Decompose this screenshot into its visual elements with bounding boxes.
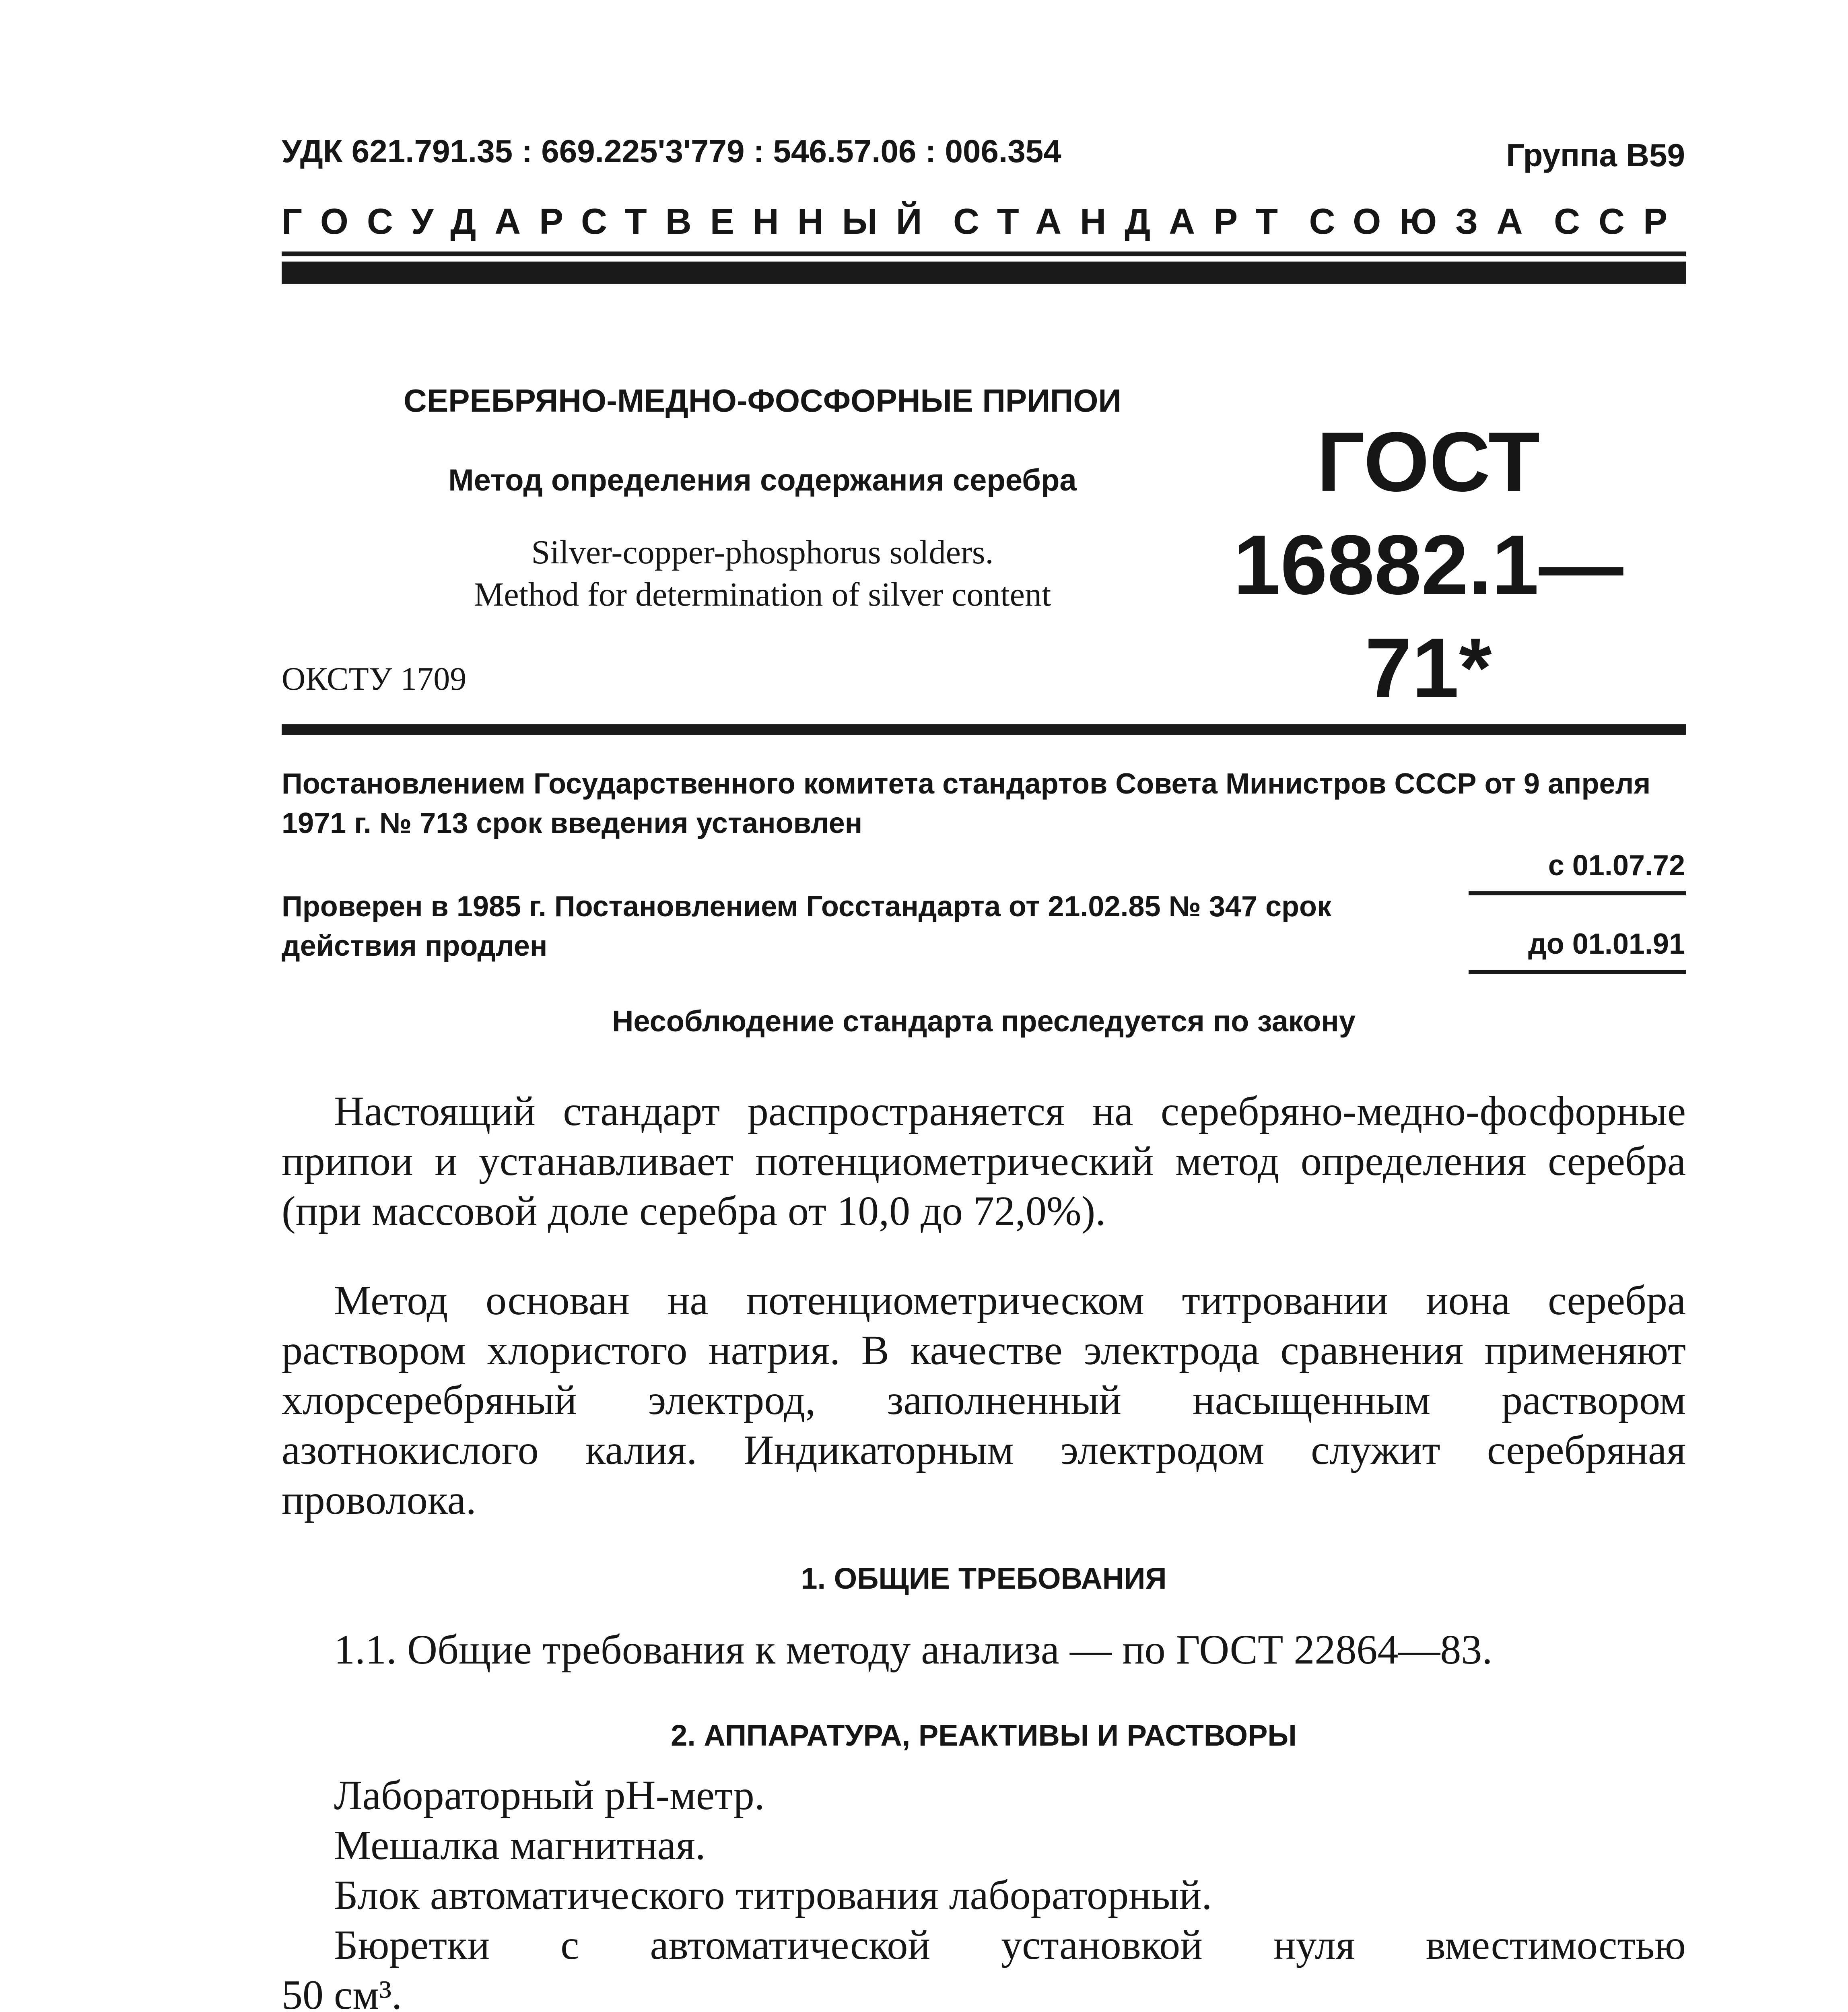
effective-date: с 01.07.72	[1548, 849, 1685, 882]
legal-warning: Несоблюдение стандарта преследуется по закону	[612, 1004, 1356, 1038]
expiry-date-underline	[1469, 970, 1686, 974]
top-rule-thin	[282, 252, 1686, 256]
heading-word-3: СОЮЗА	[1309, 202, 1541, 242]
top-rule-thick	[282, 262, 1686, 284]
english-title-line-1: Silver-copper-phosphorus solders.	[531, 534, 994, 571]
expiry-date: до 01.01.91	[1528, 928, 1685, 960]
heading-word-2: СТАНДАРТ	[953, 202, 1296, 242]
english-title-line-2: Method for determination of silver content	[474, 576, 1051, 613]
gost-label: ГОСТ	[1316, 414, 1540, 509]
equipment-list	[282, 1771, 1686, 2012]
mid-rule	[282, 724, 1686, 735]
group-code: Группа В59	[1506, 137, 1685, 173]
decree-text: Постановлением Государственного комитета стандартов Совета Министров СССР от 9 апреля 1971 г. № 713 срок введения установлен	[282, 768, 1651, 839]
list-item: Блок автоматического титрования лабораторный.	[334, 1872, 1212, 1918]
list-item: Бюретки с автоматической установкой нуля вместимостью	[334, 1922, 1686, 1968]
section-1-heading: 1. ОБЩИЕ ТРЕБОВАНИЯ	[801, 1562, 1167, 1595]
intro-paragraph-2: Метод основан на потенциометрическом титровании иона серебра раствором хлористого натрия. В качестве электрода сравнения применяют хлорсеребряный электрод, заполненный насыщенным раствором азотнокислого калия. Индикаторным электродом служит серебряная проволока.	[282, 1277, 1686, 1523]
gost-number	[1215, 410, 1642, 720]
effective-date-underline	[1469, 891, 1686, 895]
gost-code: 16882.1—71*	[1233, 517, 1623, 715]
document-title: СЕРЕБРЯНО-МЕДНО-ФОСФОРНЫЕ ПРИПОИ	[404, 383, 1121, 418]
section-1-item: 1.1. Общие требования к методу анализа — по ГОСТ 22864—83.	[334, 1627, 1493, 1673]
review-text: Проверен в 1985 г. Постановлением Госстандарта от 21.02.85 № 347 срок действия продлен	[282, 891, 1332, 962]
heading-word-4: ССР	[1553, 202, 1686, 242]
heading-word-1: ГОСУДАРСТВЕННЫЙ	[282, 202, 941, 242]
list-item-continuation: 50 см³.	[282, 1972, 402, 2012]
intro-paragraph-1: Настоящий стандарт распространяется на серебряно-медно-фосфорные припои и устанавливает потенциометрический метод определения серебра (при массовой доле серебра от 10,0 до 72,0%).	[282, 1088, 1686, 1234]
udk-code: УДК 621.791.35 : 669.225'3'779 : 546.57.06 : 006.354	[282, 133, 1061, 169]
list-item: Лабораторный рН-метр.	[334, 1772, 765, 1818]
list-item: Мешалка магнитная.	[334, 1822, 706, 1868]
english-title	[362, 531, 1163, 616]
method-subtitle: Метод определения содержания серебра	[448, 463, 1077, 497]
section-2-heading: 2. АППАРАТУРА, РЕАКТИВЫ И РАСТВОРЫ	[671, 1719, 1297, 1752]
state-standard-heading	[282, 201, 1686, 243]
okstu-code: ОКСТУ 1709	[282, 660, 467, 697]
